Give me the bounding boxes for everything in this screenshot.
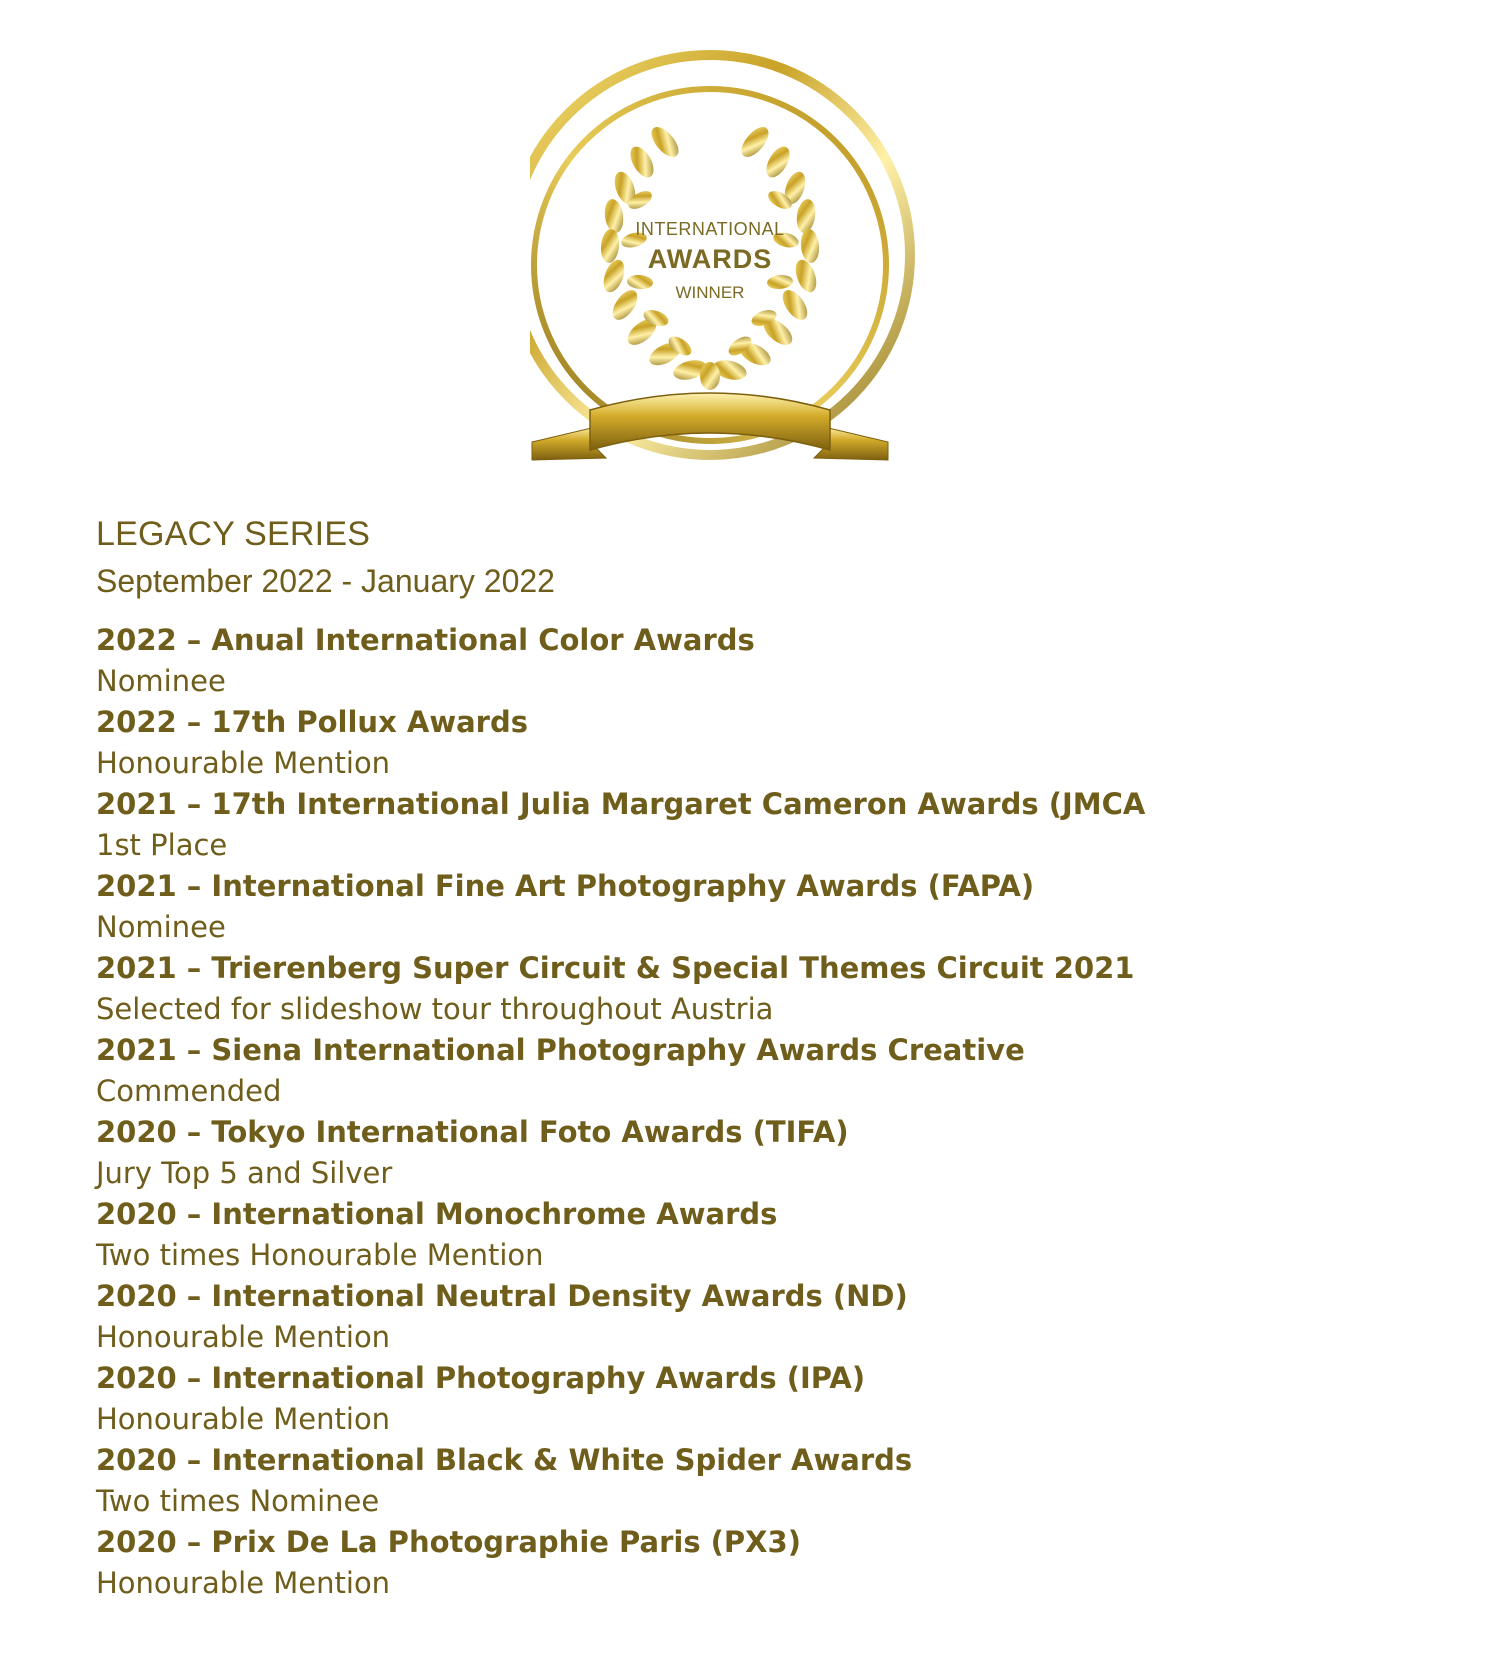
series-dates: September 2022 - January 2022	[96, 563, 555, 599]
award-item	[96, 1440, 1436, 1522]
award-item	[96, 620, 1436, 702]
awards-list	[96, 620, 1436, 1604]
award-title: 2020 – Prix De La Photographie Paris (PX3)	[96, 1525, 801, 1559]
badge-line-1: INTERNATIONAL	[635, 219, 785, 239]
award-item	[96, 1522, 1436, 1604]
award-title: 2021 – International Fine Art Photography Awards (FAPA)	[96, 869, 1035, 903]
award-result: Commended	[96, 1074, 282, 1108]
award-item	[96, 1358, 1436, 1440]
award-item	[96, 866, 1436, 948]
award-item	[96, 1194, 1436, 1276]
award-result: Nominee	[96, 910, 226, 944]
awards-section	[96, 512, 1436, 1604]
award-result: Honourable Mention	[96, 1402, 391, 1436]
award-item	[96, 784, 1436, 866]
badge-line-3: WINNER	[675, 283, 745, 302]
series-title: LEGACY SERIES	[96, 515, 371, 553]
award-result: Two times Nominee	[96, 1484, 380, 1518]
award-title: 2021 – Siena International Photography Awards Creative	[96, 1033, 1025, 1067]
ribbon-icon	[532, 393, 888, 460]
award-result: Jury Top 5 and Silver	[96, 1156, 393, 1190]
award-result: Selected for slideshow tour throughout Austria	[96, 992, 774, 1026]
award-result: Honourable Mention	[96, 746, 391, 780]
award-item	[96, 1276, 1436, 1358]
award-result: Nominee	[96, 664, 226, 698]
laurel-badge-icon	[530, 50, 970, 510]
award-item	[96, 1030, 1436, 1112]
award-item	[96, 1112, 1436, 1194]
award-title: 2022 – 17th Pollux Awards	[96, 705, 528, 739]
award-result: Two times Honourable Mention	[96, 1238, 544, 1272]
award-result: Honourable Mention	[96, 1320, 391, 1354]
award-result: 1st Place	[96, 828, 228, 862]
award-title: 2020 – International Photography Awards (IPA)	[96, 1361, 866, 1395]
award-title: 2020 – Tokyo International Foto Awards (TIFA)	[96, 1115, 849, 1149]
award-title: 2021 – Trierenberg Super Circuit & Special Themes Circuit 2021	[96, 951, 1135, 985]
award-result: Honourable Mention	[96, 1566, 391, 1600]
award-item	[96, 702, 1436, 784]
badge-line-2: AWARDS	[647, 244, 773, 274]
award-title: 2020 – International Black & White Spider Awards	[96, 1443, 913, 1477]
award-title: 2021 – 17th International Julia Margaret Cameron Awards (JMCA	[96, 787, 1146, 821]
award-title: 2022 – Anual International Color Awards	[96, 623, 755, 657]
award-badge	[530, 50, 970, 510]
award-title: 2020 – International Monochrome Awards	[96, 1197, 778, 1231]
award-item	[96, 948, 1436, 1030]
award-title: 2020 – International Neutral Density Awards (ND)	[96, 1279, 908, 1313]
